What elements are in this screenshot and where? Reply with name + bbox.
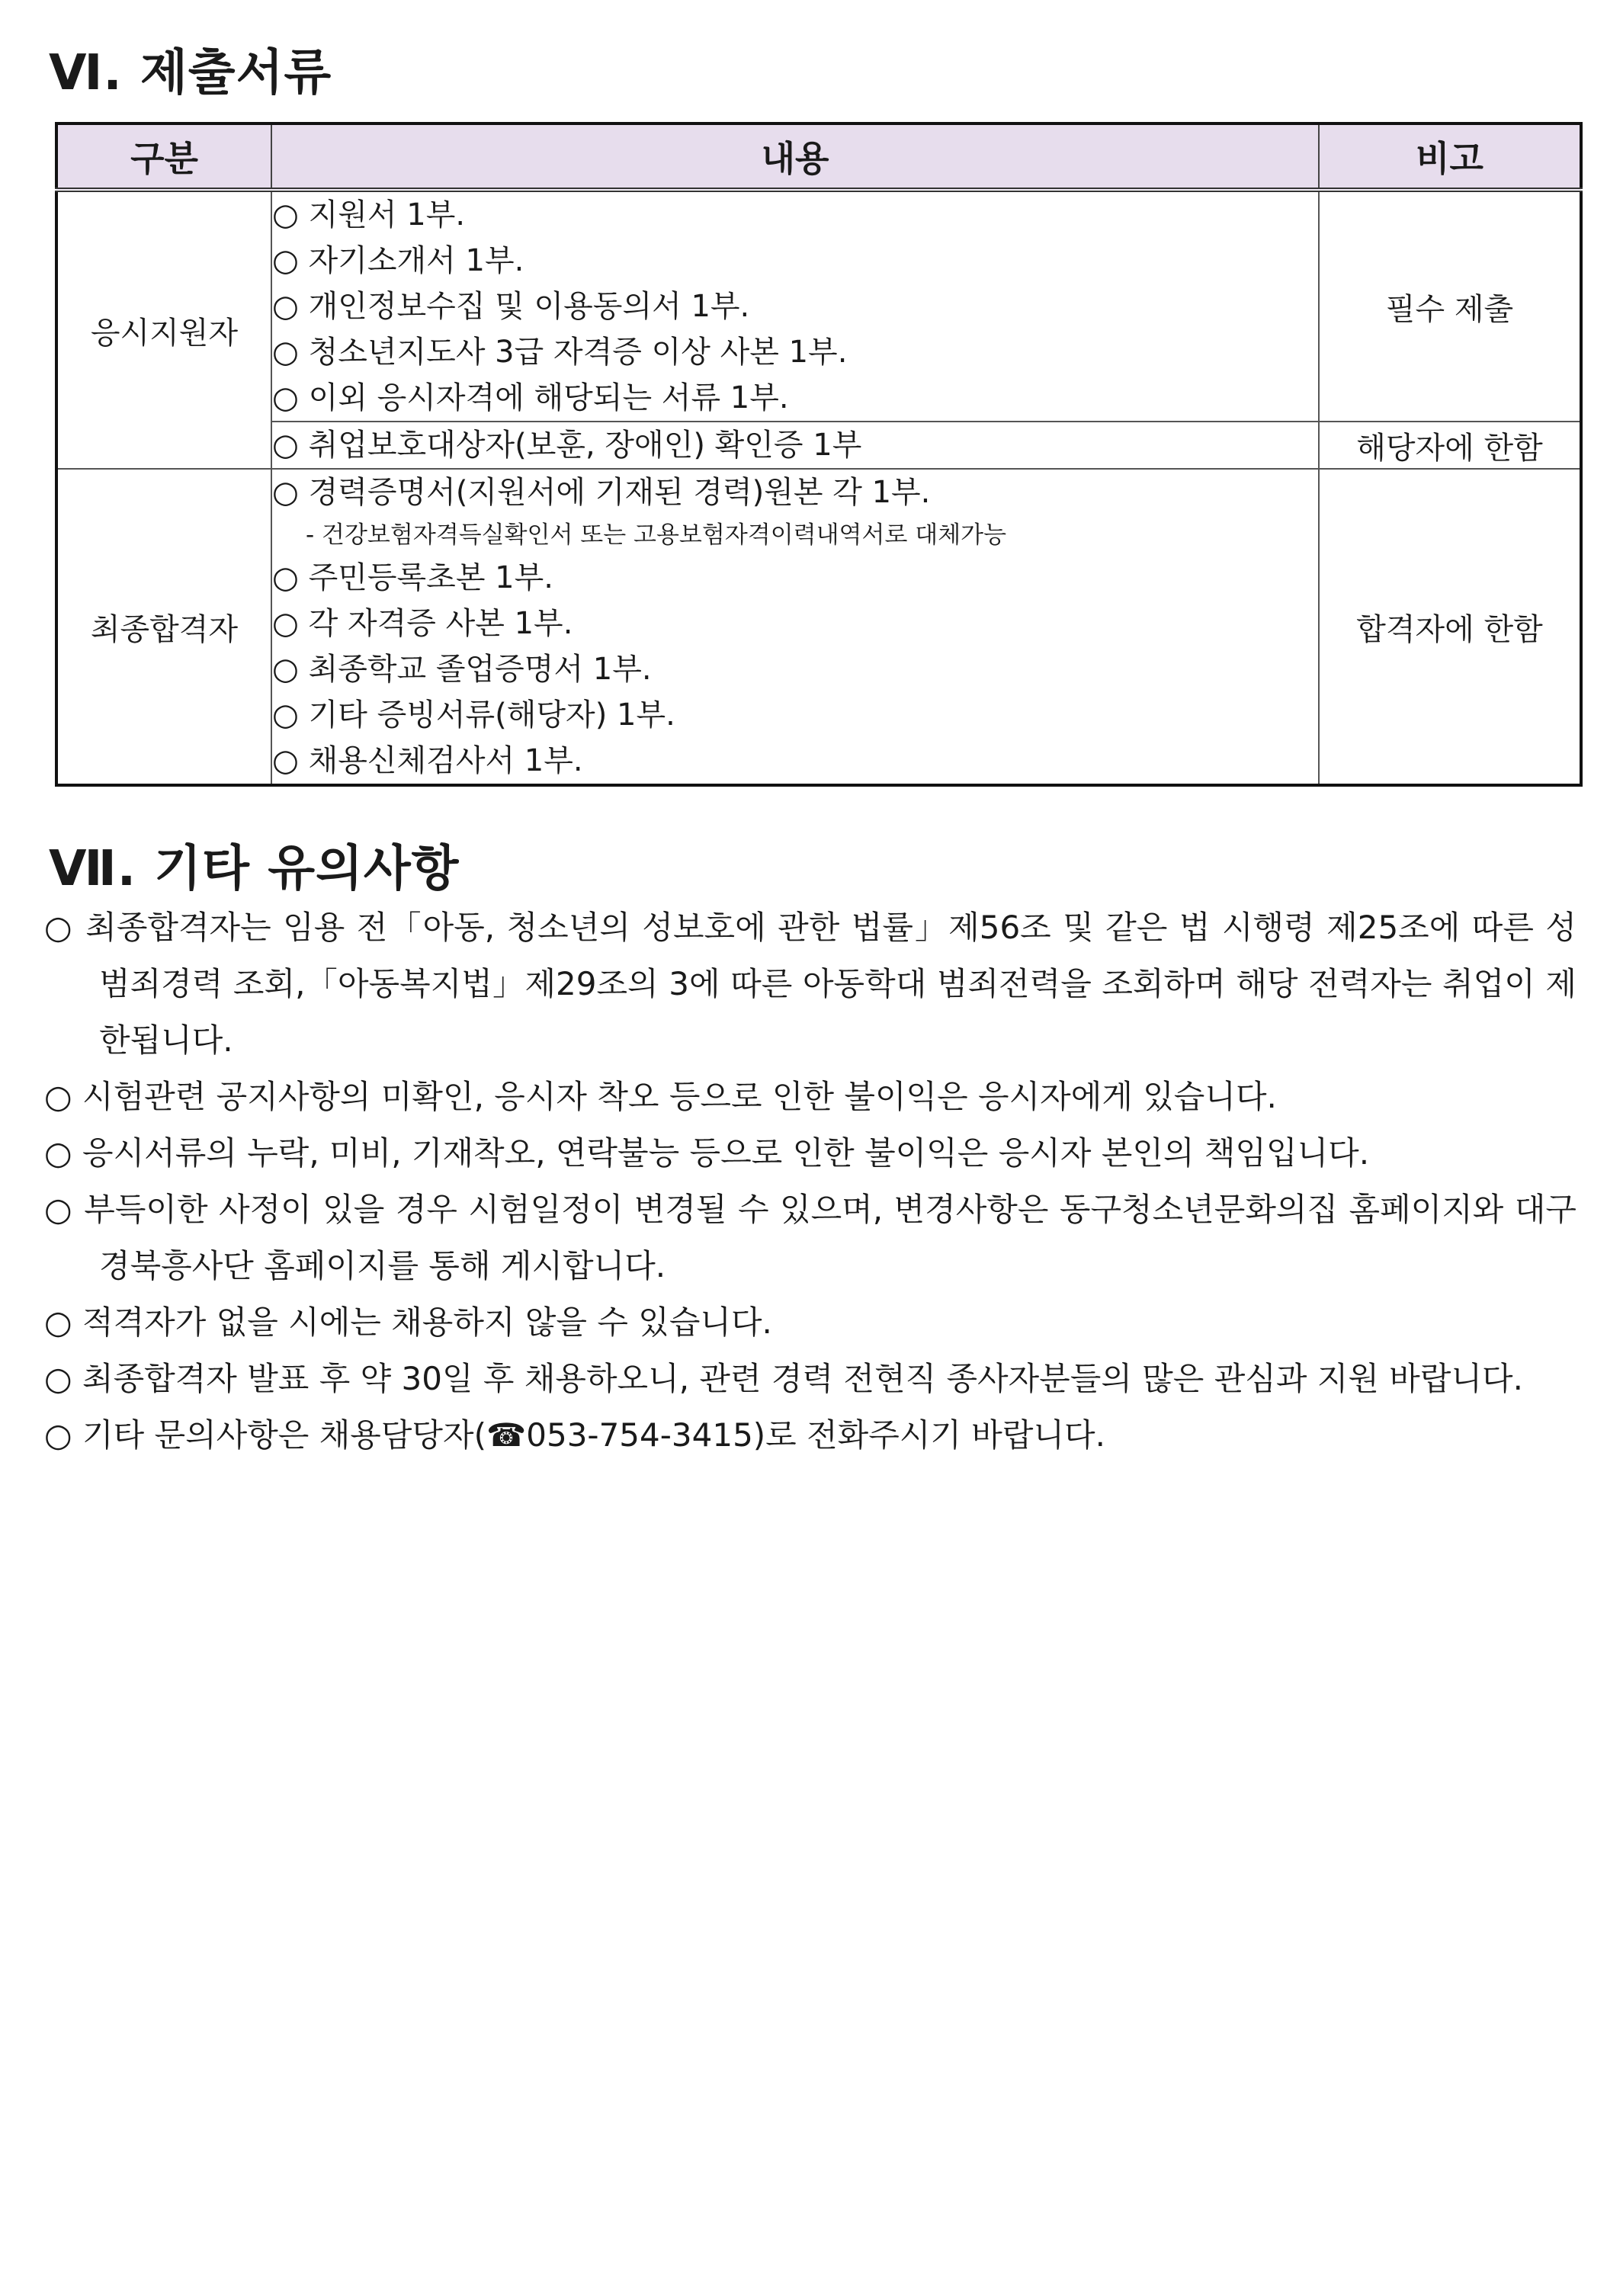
list-item: ○ 지원서 1부. [272,197,466,232]
list-item: ○ 주민등록초본 1부. [272,560,553,595]
table-row [56,190,1581,422]
applicant-required-items [271,190,1319,422]
list-item: ○ 적격자가 없을 시에는 채용하지 않을 수 있습니다. [44,1304,772,1341]
header-content: 내용 [271,123,1319,190]
section-6-title: Ⅵ. 제출서류 [49,45,332,101]
category-final: 최종합격자 [56,469,271,785]
list-item: ○ 채용신체검사서 1부. [272,743,583,778]
table-header-row [56,123,1581,190]
header-remarks: 비고 [1319,123,1581,190]
list-item: ○ 시험관련 공지사항의 미확인, 응시자 착오 등으로 인한 불이익은 응시자에게 있습니다. [44,1078,1277,1115]
note-final: 합격자에 한함 [1319,469,1581,785]
list-item: ○ 최종학교 졸업증명서 1부. [272,652,652,687]
list-item: ○ 청소년지도사 3급 자격증 이상 사본 1부. [272,335,848,370]
list-item: ○ 취업보호대상자(보훈, 장애인) 확인증 1부 [272,428,862,463]
list-item: ○ 개인정보수집 및 이용동의서 1부. [272,289,750,324]
section-7-title: Ⅶ. 기타 유의사항 [49,841,460,897]
category-applicant: 응시지원자 [56,190,271,469]
note-conditional: 해당자에 한함 [1319,422,1581,469]
applicant-conditional-item [271,422,1319,469]
list-item: ○ 이외 응시자격에 해당되는 서류 1부. [272,380,789,415]
list-item: ○ 기타 문의사항은 채용담당자(☎053-754-3415)로 전화주시기 바랍니다. [44,1416,1105,1454]
list-subitem: - 건강보험자격득실확인서 또는 고용보험자격이력내역서로 대체가능 [306,521,1007,549]
note-required: 필수 제출 [1319,190,1581,422]
list-item: ○ 최종합격자는 임용 전「아동, 청소년의 성보호에 관한 법률」제56조 및 같은 법 시행령 제25조에 따른 성범죄경력 조회,「아동복지법」제29조의 3에 따른 아동학대 범죄전력을 조회하며 해당 전력자는 취업이 제한됩니다. [44,909,1576,1059]
list-item: ○ 각 자격증 사본 1부. [272,606,573,641]
list-item: ○ 최종합격자 발표 후 약 30일 후 채용하오니, 관련 경력 전현직 종사자분들의 많은 관심과 지원 바랍니다. [44,1360,1523,1397]
notes-list [44,899,1576,1464]
list-item: ○ 자기소개서 1부. [272,243,524,278]
list-item: ○ 응시서류의 누락, 미비, 기재착오, 연락불능 등으로 인한 불이익은 응시자 본인의 책임입니다. [44,1134,1370,1172]
documents-table [55,122,1583,787]
list-item: ○ 부득이한 사정이 있을 경우 시험일정이 변경될 수 있으며, 변경사항은 동구청소년문화의집 홈페이지와 대구경북흥사단 홈페이지를 통해 게시합니다. [44,1191,1576,1284]
final-items [271,469,1319,785]
list-item: ○ 경력증명서(지원서에 기재된 경력)원본 각 1부. [272,475,931,510]
table-row [56,469,1581,785]
table-row [56,422,1581,469]
header-category: 구분 [56,123,271,190]
list-item: ○ 기타 증빙서류(해당자) 1부. [272,697,675,733]
